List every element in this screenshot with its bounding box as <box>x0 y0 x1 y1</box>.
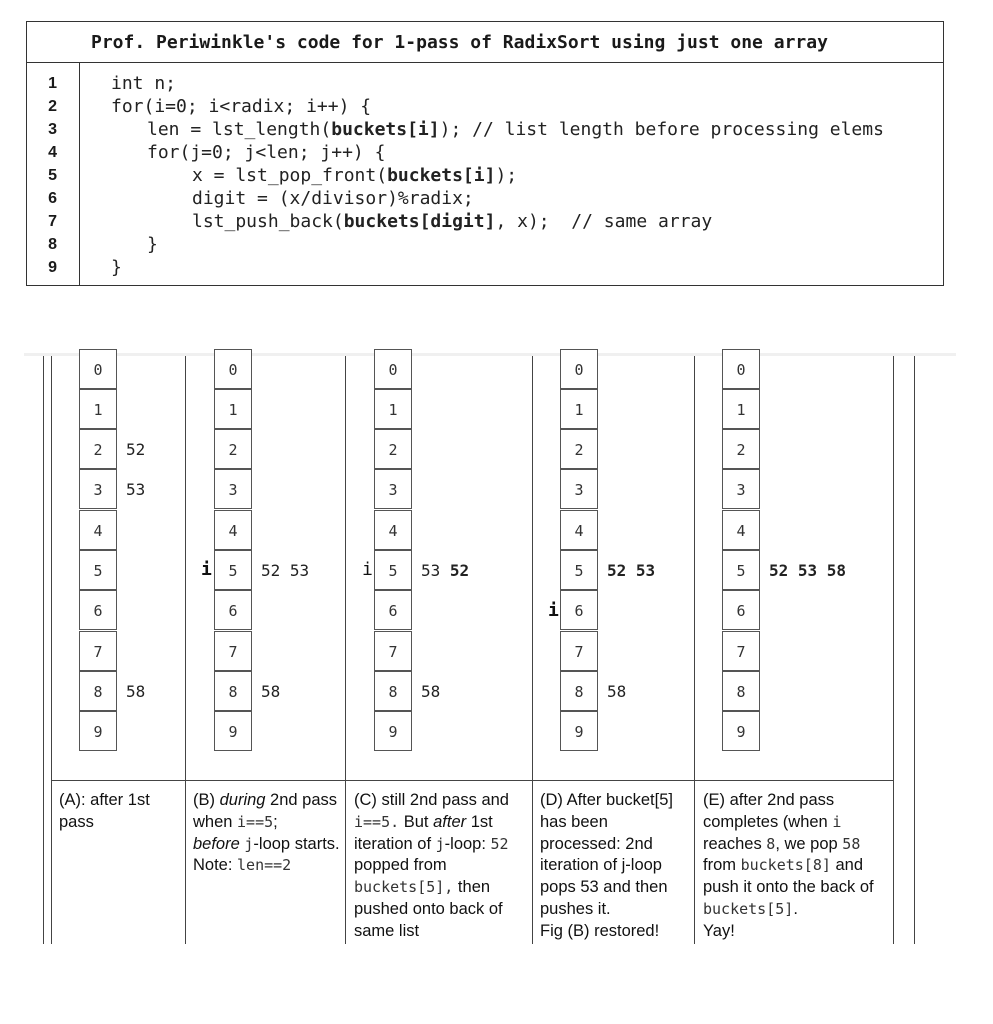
code-line-7: lst_push_back(buckets[digit], x); // same array <box>192 211 713 232</box>
bucket-cell: 2 <box>79 429 117 469</box>
bucket-cell: 0 <box>560 349 598 389</box>
bucket-cell: 7 <box>374 631 412 671</box>
code-line-6: digit = (x/divisor)%radix; <box>192 188 474 209</box>
bucket-cell: 1 <box>374 389 412 429</box>
bucket-cell: 6 <box>374 590 412 630</box>
line-number: 6 <box>48 190 57 207</box>
figure-top-border <box>24 353 956 356</box>
line-number: 9 <box>48 259 57 276</box>
bucket-cell: 6 <box>214 590 252 630</box>
bucket-cell: 7 <box>79 631 117 671</box>
figure-divider <box>185 356 186 944</box>
code-title: Prof. Periwinkle's code for 1-pass of RadixSort using just one array <box>91 32 828 53</box>
bucket-cell: 9 <box>374 711 412 751</box>
bucket-cell: 5 <box>79 550 117 590</box>
code-listing <box>26 21 944 286</box>
bucket-contents-a-3: 53 <box>126 480 146 499</box>
bucket-cell: 4 <box>722 510 760 550</box>
bucket-cell: 0 <box>214 349 252 389</box>
bucket-cell: 1 <box>214 389 252 429</box>
bucket-cell: 2 <box>374 429 412 469</box>
bucket-cell: 4 <box>560 510 598 550</box>
bucket-cell: 6 <box>79 590 117 630</box>
bucket-cell: 3 <box>722 469 760 509</box>
line-number: 3 <box>48 121 57 138</box>
code-line-9: } <box>111 257 122 278</box>
bucket-cell: 4 <box>79 510 117 550</box>
bucket-cell: 0 <box>374 349 412 389</box>
code-line-5: x = lst_pop_front(buckets[i]); <box>192 165 518 186</box>
figure-divider <box>893 356 894 944</box>
caption-a: (A): after 1st pass <box>59 791 150 831</box>
bucket-cell: 4 <box>374 510 412 550</box>
bucket-cell: 7 <box>722 631 760 671</box>
figure-divider <box>694 356 695 944</box>
bucket-cell: 4 <box>214 510 252 550</box>
bucket-cell: 8 <box>560 671 598 711</box>
code-line-2: for(i=0; i<radix; i++) { <box>111 96 372 117</box>
bucket-cell: 8 <box>722 671 760 711</box>
bucket-contents-d-8: 58 <box>607 682 627 701</box>
line-number: 7 <box>48 213 57 230</box>
bucket-cell: 0 <box>722 349 760 389</box>
bucket-cell: 3 <box>79 469 117 509</box>
bucket-cell: 9 <box>722 711 760 751</box>
bucket-cell: 6 <box>722 590 760 630</box>
bucket-cell: 1 <box>79 389 117 429</box>
bucket-cell: 5 <box>560 550 598 590</box>
bucket-cell: 9 <box>214 711 252 751</box>
bucket-cell: 3 <box>560 469 598 509</box>
bucket-cell: 2 <box>722 429 760 469</box>
bucket-cell: 5 <box>722 550 760 590</box>
bucket-cell: 5 <box>374 550 412 590</box>
i-pointer-c: i <box>362 559 373 580</box>
bucket-cell: 0 <box>79 349 117 389</box>
figure-border-left <box>43 356 44 944</box>
bucket-cell: 2 <box>560 429 598 469</box>
bucket-cell: 7 <box>214 631 252 671</box>
figure-divider <box>345 356 346 944</box>
bucket-contents-b-8: 58 <box>261 682 281 701</box>
caption-b: (B) during 2nd pass when i==5; before j-loop starts. Note: len==2 <box>193 791 340 875</box>
bucket-cell: 8 <box>214 671 252 711</box>
bucket-contents-c-8: 58 <box>421 682 441 701</box>
bucket-cell: 7 <box>560 631 598 671</box>
i-pointer-b: i <box>201 559 212 580</box>
code-line-4: for(j=0; j<len; j++) { <box>147 142 386 163</box>
bucket-contents-b-5: 52 53 <box>261 561 310 580</box>
line-number: 5 <box>48 167 57 184</box>
bucket-contents-e-5: 52 53 58 <box>769 561 847 580</box>
bucket-cell: 1 <box>722 389 760 429</box>
line-number: 8 <box>48 236 57 253</box>
bucket-cell: 9 <box>560 711 598 751</box>
bucket-contents-c-5: 53 52 <box>421 561 470 580</box>
line-number: 4 <box>48 144 57 161</box>
bucket-cell: 5 <box>214 550 252 590</box>
bucket-cell: 8 <box>374 671 412 711</box>
bucket-cell: 1 <box>560 389 598 429</box>
figure-divider <box>532 356 533 944</box>
bucket-cell: 9 <box>79 711 117 751</box>
caption-c: (C) still 2nd pass and i==5. But after 1st iteration of j-loop: 52 popped from buckets[5], then pushed onto back of same list <box>354 791 509 940</box>
bucket-contents-a-8: 58 <box>126 682 146 701</box>
bucket-contents-a-2: 52 <box>126 440 146 459</box>
caption-separator <box>51 780 893 781</box>
bucket-cell: 6 <box>560 590 598 630</box>
line-number-gutter <box>27 63 80 286</box>
bucket-cell: 2 <box>214 429 252 469</box>
caption-e: (E) after 2nd pass completes (when i reaches 8, we pop 58 from buckets[8] and push it onto the back of buckets[5]. Yay! <box>703 791 874 940</box>
bucket-cell: 3 <box>374 469 412 509</box>
code-line-3: len = lst_length(buckets[i]); // list length before processing elems <box>147 119 884 140</box>
bucket-cell: 3 <box>214 469 252 509</box>
code-line-1: int n; <box>111 73 177 94</box>
line-number: 2 <box>48 98 57 115</box>
bucket-contents-d-5: 52 53 <box>607 561 656 580</box>
figure-border-right <box>914 356 915 944</box>
code-line-8: } <box>147 234 158 255</box>
figure-border-left-inner <box>51 356 52 944</box>
bucket-cell: 8 <box>79 671 117 711</box>
caption-d: (D) After bucket[5] has been processed: 2nd iteration of j-loop pops 53 and then pushes it. Fig (B) restored! <box>540 791 673 940</box>
line-number: 1 <box>48 75 57 92</box>
code-title-bar <box>27 22 943 63</box>
i-pointer-d: i <box>548 600 559 621</box>
